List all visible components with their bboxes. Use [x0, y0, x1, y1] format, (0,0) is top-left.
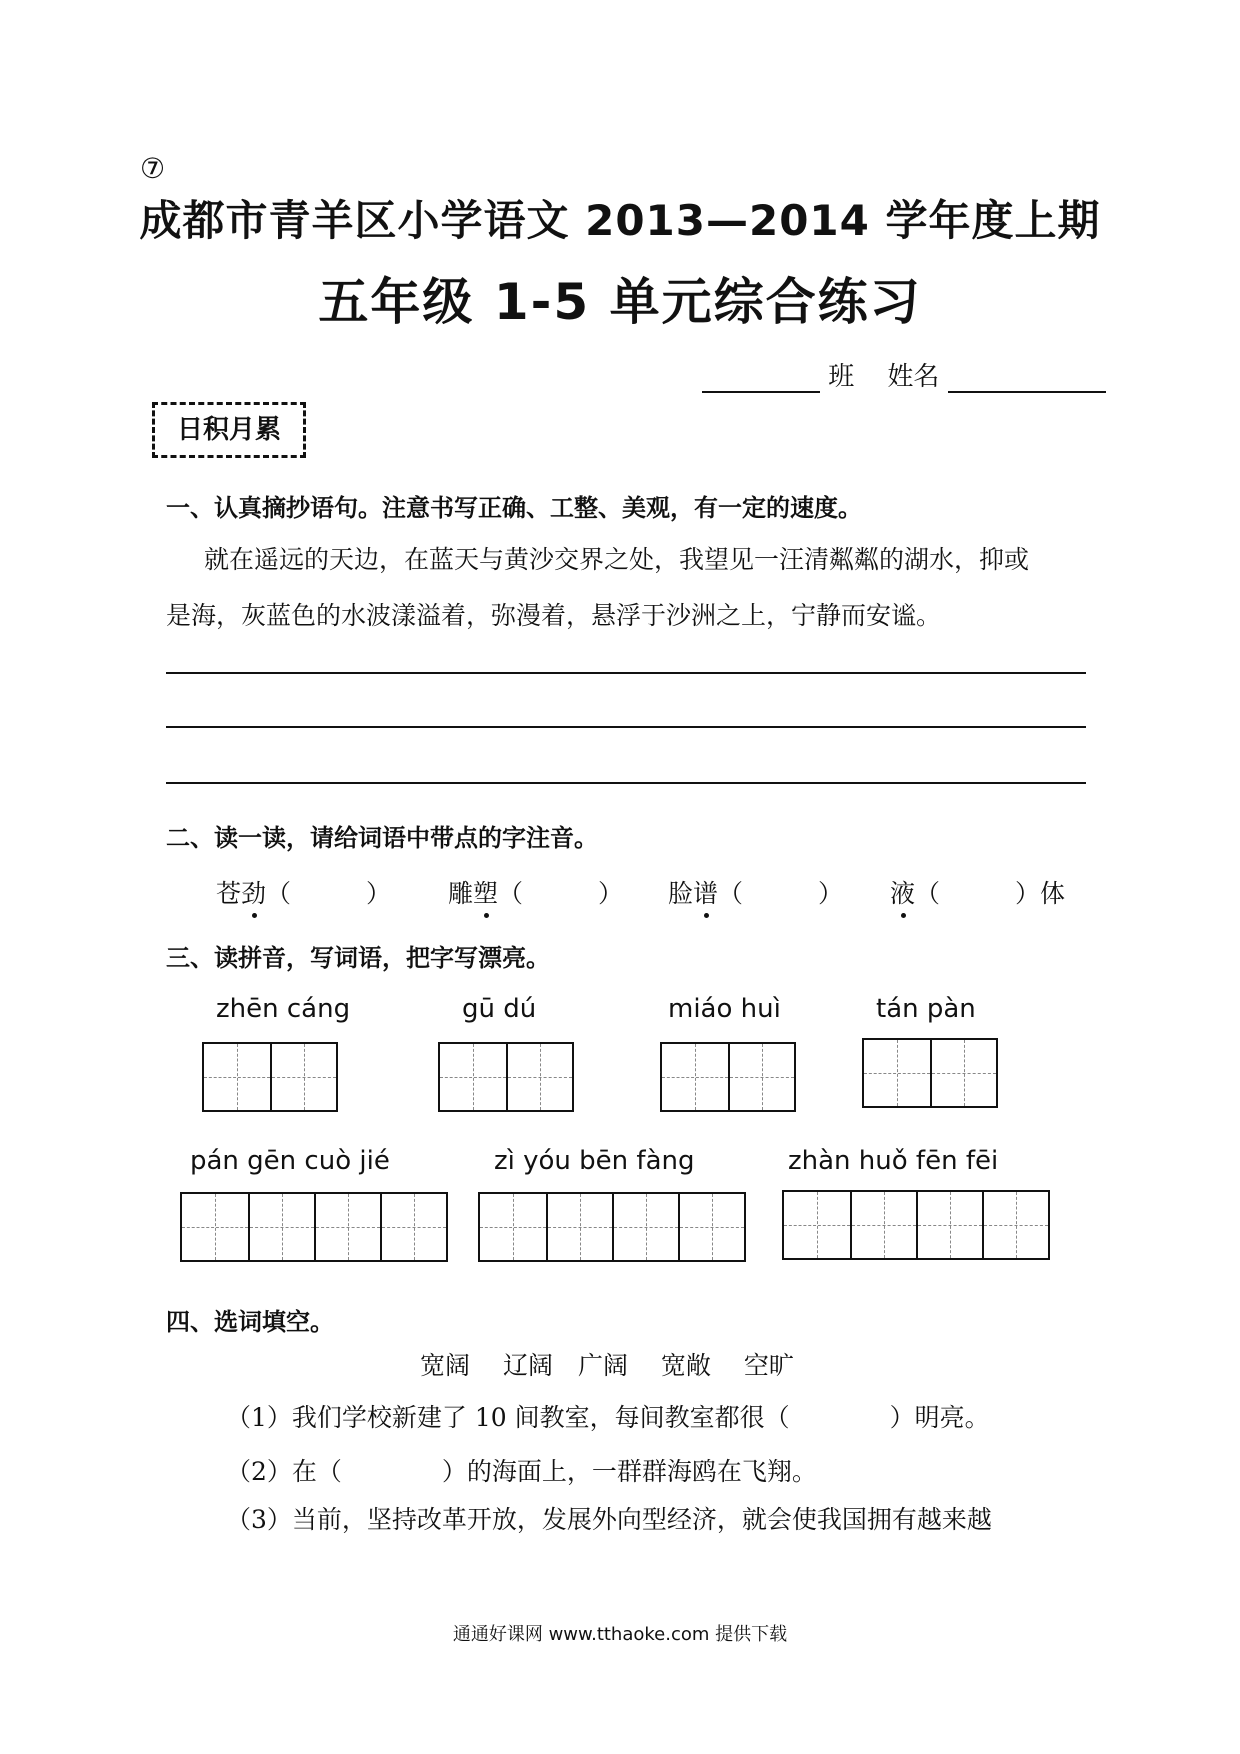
- pinyin-label: zhēn cáng: [216, 994, 351, 1024]
- writing-line-2[interactable]: [166, 726, 1086, 728]
- q1-passage-line1: 就在遥远的天边，在蓝天与黄沙交界之处，我望见一汪清粼粼的湖水，抑或: [204, 545, 1030, 574]
- class-label: 班: [828, 362, 855, 392]
- q2-item-2: 雕塑（ ）: [448, 874, 623, 910]
- q4-sentence-2: （2）在（ ）的海面上，一群群海鸥在飞翔。: [226, 1457, 817, 1486]
- pinyin-label: miáo huì: [668, 994, 781, 1024]
- pinyin-label: pán gēn cuò jié: [190, 1146, 390, 1176]
- writing-line-3[interactable]: [166, 782, 1086, 784]
- q2-item-1: 苍劲（ ）: [216, 874, 391, 910]
- page-number-circled: ⑦: [140, 152, 166, 185]
- class-name-line: [702, 356, 1106, 393]
- tianzige-grid[interactable]: [862, 1038, 998, 1108]
- pinyin-label: zì yóu bēn fàng: [494, 1146, 695, 1176]
- name-blank[interactable]: [948, 365, 1106, 393]
- dotted-char: 劲: [241, 874, 266, 910]
- document-title-line2: 五年级 1-5 单元综合练习: [318, 273, 922, 331]
- document-title-line1: 成都市青羊区小学语文 2013—2014 学年度上期: [139, 196, 1101, 245]
- dotted-char: 谱: [693, 874, 718, 910]
- dotted-char: 液: [890, 874, 915, 910]
- q4-word-choices: 宽阔 辽阔 广阔 宽敞 空旷: [420, 1351, 794, 1380]
- footer-source: 通通好课网 www.tthaoke.com 提供下载: [452, 1624, 788, 1645]
- tianzige-grid[interactable]: [438, 1042, 574, 1112]
- pinyin-label: zhàn huǒ fēn fēi: [788, 1146, 999, 1176]
- pinyin-label: gū dú: [462, 994, 537, 1024]
- name-label: 姓名: [887, 362, 940, 392]
- writing-line-1[interactable]: [166, 672, 1086, 674]
- tianzige-grid[interactable]: [782, 1190, 1050, 1260]
- tianzige-grid[interactable]: [180, 1192, 448, 1262]
- tianzige-grid[interactable]: [660, 1042, 796, 1112]
- q1-passage-line2: 是海，灰蓝色的水波漾溢着，弥漫着，悬浮于沙洲之上，宁静而安谧。: [166, 601, 942, 630]
- tianzige-grid[interactable]: [202, 1042, 338, 1112]
- q4-heading: 四、选词填空。: [166, 1308, 334, 1336]
- section-badge: 日积月累: [152, 402, 306, 458]
- q2-item-3: 脸谱（ ）: [668, 874, 843, 910]
- q2-item-4: 液（ ）体: [890, 874, 1065, 910]
- pinyin-label: tán pàn: [876, 994, 976, 1024]
- q4-sentence-3: （3）当前，坚持改革开放，发展外向型经济，就会使我国拥有越来越: [226, 1505, 992, 1534]
- dotted-char: 塑: [473, 874, 498, 910]
- tianzige-grid[interactable]: [478, 1192, 746, 1262]
- q3-heading: 三、读拼音，写词语，把字写漂亮。: [166, 944, 550, 972]
- q4-sentence-1: （1）我们学校新建了 10 间教室，每间教室都很（ ）明亮。: [226, 1403, 990, 1432]
- class-blank[interactable]: [702, 365, 820, 393]
- q1-heading: 一、认真摘抄语句。注意书写正确、工整、美观，有一定的速度。: [166, 494, 862, 522]
- q2-heading: 二、读一读，请给词语中带点的字注音。: [166, 824, 598, 852]
